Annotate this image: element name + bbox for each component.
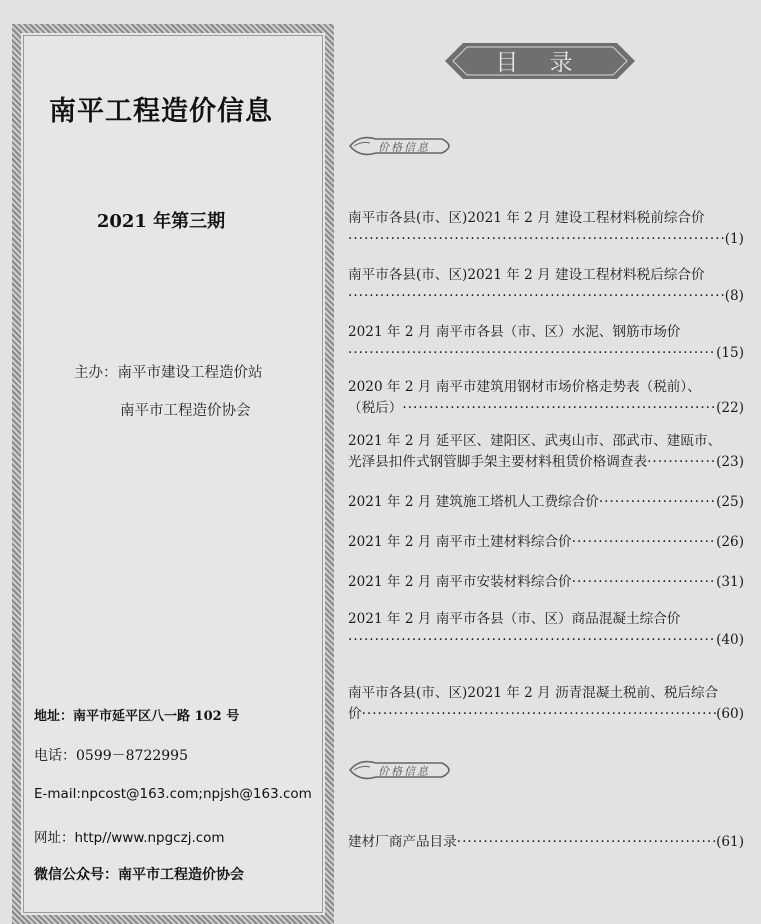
toc-entry-3: 2021 年 2 月 南平市各县（市、区）水泥、钢筋市场价 ····· (15) (348, 322, 744, 364)
section-tag-1: 价格信息 (378, 141, 430, 154)
sponsor-line-2: 南平市工程造价协会 (120, 403, 251, 419)
toc-entry-4: 2020 年 2 月 南平市建筑用钢材市场价格走势表（税前）、 （税后） ····· (22) (348, 377, 744, 419)
phone: 电话：0599－8722995 (34, 748, 188, 764)
email: E-mail:npcost@163.com;npjsh@163.com (34, 786, 312, 802)
contents-title: 目 录 (495, 50, 585, 76)
toc-entry-11: 建材厂商产品目录 ····· (61) (348, 832, 744, 853)
toc-entry-8: 2021 年 2 月 南平市安装材料综合价 ····· (31) (348, 572, 744, 593)
address: 地址：南平市延平区八一路 102 号 (34, 709, 240, 724)
toc-entry-9: 2021 年 2 月 南平市各县（市、区）商品混凝土综合价 ····· (40) (348, 609, 744, 651)
cover-inner-border (23, 35, 323, 913)
toc-entry-2: 南平市各县(市、区)2021 年 2 月 建设工程材料税后综合价 ····· (8) (348, 265, 744, 307)
section-tag-2: 价格信息 (378, 765, 430, 778)
toc-entry-7: 2021 年 2 月 南平市土建材料综合价 ····· (26) (348, 532, 744, 553)
publication-title: 南平工程造价信息 (49, 96, 273, 127)
toc-entry-5: 2021 年 2 月 延平区、建阳区、武夷山市、邵武市、建瓯市、 光泽县扣件式钢管脚手架主要材料租赁价格调查表 ····· (23) (348, 431, 744, 473)
issue-number: 2021 年第三期 (96, 211, 226, 232)
wechat: 微信公众号：南平市工程造价协会 (34, 867, 244, 883)
toc-entry-6: 2021 年 2 月 建筑施工塔机人工费综合价 ····· (25) (348, 492, 744, 513)
toc-entry-1: 南平市各县(市、区)2021 年 2 月 建设工程材料税前综合价 ····· (1) (348, 208, 744, 250)
sponsor-line-1: 主办：南平市建设工程造价站 (74, 365, 263, 381)
toc-entry-10: 南平市各县(市、区)2021 年 2 月 沥青混凝土税前、税后综合 价 ····· (60) (348, 683, 744, 725)
website: 网址：http//www.npgczj.com (34, 830, 225, 846)
